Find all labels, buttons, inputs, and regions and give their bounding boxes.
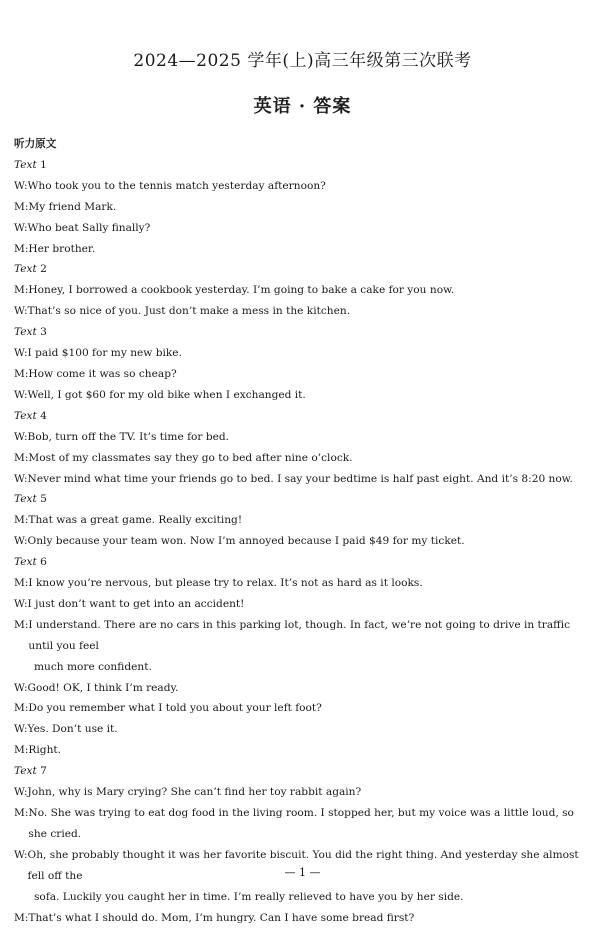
speaker-label: M:: [14, 367, 29, 380]
text-label: [14, 259, 594, 280]
text-label-number: 1: [36, 158, 47, 171]
dialog-line: [14, 280, 594, 301]
text-label: [14, 155, 594, 176]
utterance-text: Good! OK, I think I’m ready.: [27, 681, 179, 694]
speaker-label: M:: [14, 284, 29, 297]
text-label-number: 5: [36, 493, 47, 506]
text-label-number: 6: [36, 556, 47, 569]
dialog-line: [14, 594, 594, 615]
utterance-text: Never mind what time your friends go to bed. I say your bedtime is half past eight. And it’s 8:20 now.: [27, 472, 573, 485]
utterance-text: Who took you to the tennis match yesterday afternoon?: [27, 179, 326, 192]
dialog-line: [14, 427, 594, 448]
utterance-text: That’s so nice of you. Just don’t make a mess in the kitchen.: [27, 305, 351, 318]
dialog-line: [14, 573, 594, 594]
transcript-body: [14, 134, 594, 928]
speaker-label: W:: [14, 597, 28, 610]
dialog-line: [14, 448, 594, 469]
utterance-text: Right.: [28, 744, 62, 757]
utterance-text: Yes. Don’t use it.: [27, 723, 118, 736]
speaker-label: W:: [14, 388, 28, 401]
utterance-text: Do you remember what I told you about your left foot?: [28, 702, 322, 715]
text-label-word: Text: [14, 263, 37, 276]
dialog-line: [14, 176, 594, 197]
transcript-lines: [14, 155, 594, 928]
utterance-text: Well, I got $60 for my old bike when I exchanged it.: [27, 388, 306, 401]
dialog-line: [14, 239, 594, 260]
dialog-line: [14, 343, 594, 364]
text-label-word: Text: [14, 326, 37, 339]
text-label-number: 7: [36, 765, 47, 778]
utterance-text: Her brother.: [28, 242, 96, 255]
dialog-line: [14, 469, 594, 490]
text-label: [14, 322, 594, 343]
text-label-word: Text: [14, 493, 37, 506]
dialog-line: [14, 782, 594, 803]
speaker-label: M:: [14, 514, 29, 527]
speaker-label: W:: [14, 472, 28, 485]
speaker-label: W:: [14, 179, 28, 192]
speaker-label: M:: [14, 242, 29, 255]
text-label: [14, 552, 594, 573]
dialog-line: [14, 698, 594, 719]
utterance-continuation: sofa. Luckily you caught her in time. I’m really relieved to have you by her side.: [34, 890, 464, 903]
utterance-text: That’s what I should do. Mom, I’m hungry. Can I have some bread first?: [28, 911, 415, 924]
speaker-label: M:: [14, 618, 29, 631]
speaker-label: W:: [14, 430, 28, 443]
text-label: [14, 406, 594, 427]
speaker-label: M:: [14, 911, 29, 924]
dialog-line: [14, 218, 594, 239]
utterance-text: Only because your team won. Now I’m annoyed because I paid $49 for my ticket.: [27, 535, 465, 548]
utterance-text: Honey, I borrowed a cookbook yesterday. I’m going to bake a cake for you now.: [28, 284, 455, 297]
dialog-line: [14, 301, 594, 322]
speaker-label: W:: [14, 535, 28, 548]
utterance-text: That was a great game. Really exciting!: [28, 514, 243, 527]
utterance-text: Bob, turn off the TV. It’s time for bed.: [27, 430, 230, 443]
dialog-line: [14, 197, 594, 218]
speaker-label: W:: [14, 347, 28, 360]
speaker-label: W:: [14, 848, 28, 861]
utterance-text: Who beat Sally finally?: [27, 221, 151, 234]
dialog-line: [14, 719, 594, 740]
exam-title: 2024—2025 学年(上)高三年级第三次联考: [133, 51, 472, 71]
utterance-text: No. She was trying to eat dog food in the living room. I stopped her, but my voice was a little loud, so she cried.: [28, 807, 574, 840]
text-label-word: Text: [14, 765, 37, 778]
utterance-text: My friend Mark.: [28, 200, 117, 213]
dialog-line: [14, 908, 594, 928]
page-number: — 1 —: [284, 866, 321, 879]
utterance-text: I understand. There are no cars in this parking lot, though. In fact, we’re not going to drive in traffic until you feel: [28, 618, 571, 652]
dialog-line: [14, 385, 594, 406]
speaker-label: W:: [14, 221, 28, 234]
text-label: [14, 761, 594, 782]
utterance-text: I just don’t want to get into an accident!: [27, 597, 245, 610]
speaker-label: W:: [14, 723, 28, 736]
speaker-label: M:: [14, 200, 29, 213]
speaker-label: W:: [14, 305, 28, 318]
speaker-label: M:: [14, 807, 29, 819]
utterance-text: Most of my classmates say they go to bed after nine o’clock.: [28, 451, 353, 464]
dialog-line: [14, 531, 594, 552]
text-label: [14, 489, 594, 510]
dialog-line: [14, 615, 594, 657]
utterance-text: John, why is Mary crying? She can’t find her toy rabbit again?: [27, 786, 362, 799]
utterance-text: How come it was so cheap?: [28, 367, 177, 380]
text-label-word: Text: [14, 556, 37, 569]
dialog-line: [14, 740, 594, 761]
text-label-number: 2: [36, 263, 47, 276]
speaker-label: M:: [14, 702, 29, 715]
dialog-line: [14, 364, 594, 385]
text-label-word: Text: [14, 158, 37, 171]
dialog-line: [14, 510, 594, 531]
text-label-number: 3: [36, 326, 47, 339]
answer-subtitle: 英语 · 答案: [253, 96, 352, 117]
speaker-label: M:: [14, 744, 29, 757]
section-title: 听力原文: [14, 138, 57, 150]
speaker-label: M:: [14, 577, 29, 590]
utterance-text: I know you’re nervous, but please try to relax. It’s not as hard as it looks.: [28, 577, 423, 590]
dialog-line: [14, 803, 594, 845]
utterance-text: I paid $100 for my new bike.: [27, 347, 182, 360]
speaker-label: W:: [14, 786, 28, 799]
speaker-label: W:: [14, 681, 28, 694]
dialog-line: [14, 678, 594, 699]
utterance-text: Oh, she probably thought it was her favorite biscuit. You did the right thing. And yesterday she almost fell off the: [27, 848, 579, 882]
text-label-number: 4: [36, 409, 47, 422]
utterance-continuation: much more confident.: [34, 660, 152, 673]
text-label-word: Text: [14, 409, 37, 422]
speaker-label: M:: [14, 451, 29, 464]
